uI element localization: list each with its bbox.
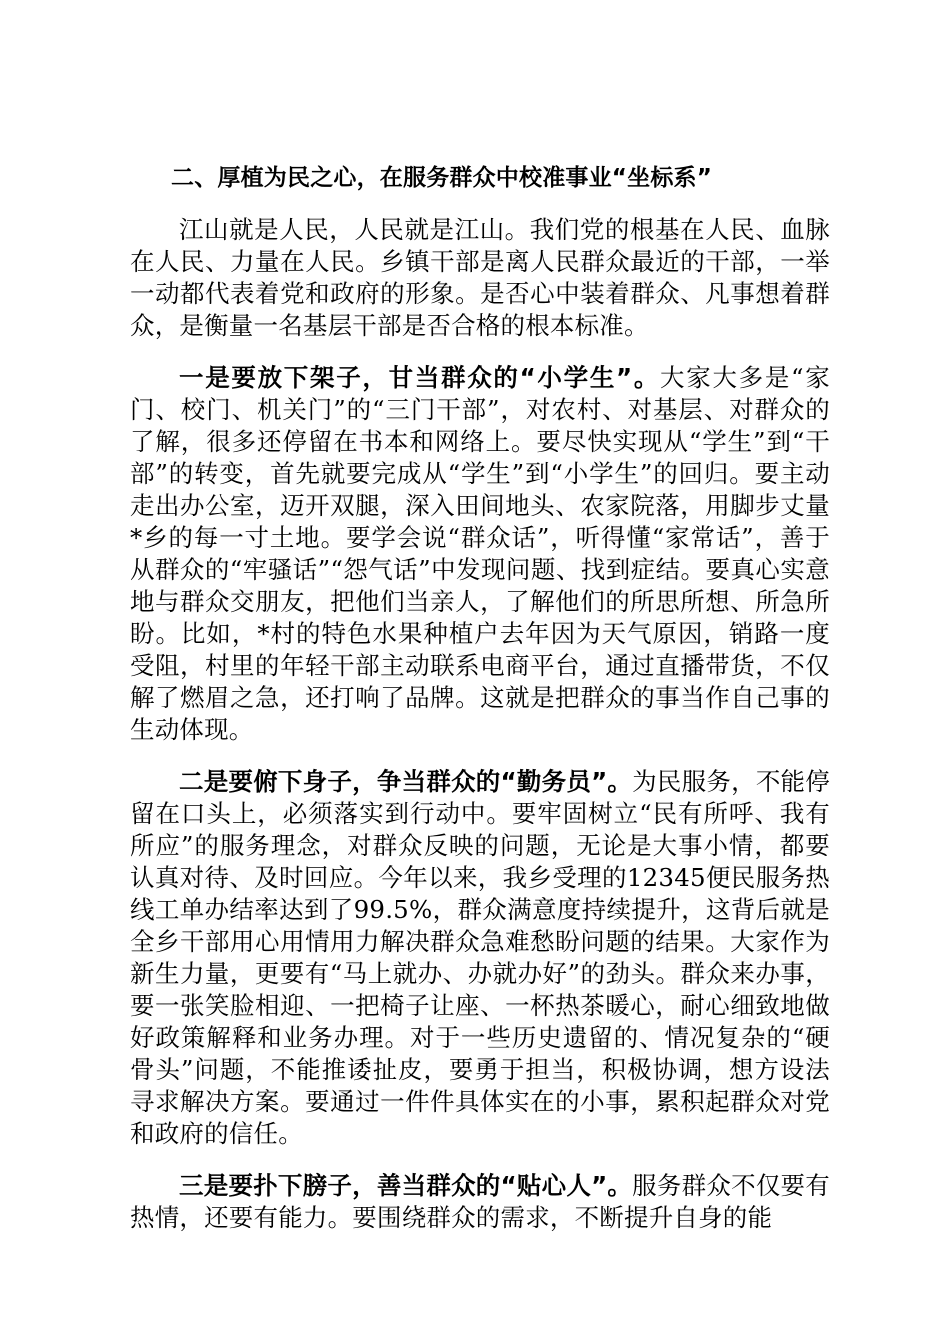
point-lead-1: 一是要放下架子，甘当群众的“小学生”。 bbox=[179, 363, 661, 392]
document-page bbox=[130, 162, 830, 1254]
point-paragraph-1 bbox=[130, 362, 830, 746]
intro-paragraph: 江山就是人民，人民就是江山。我们党的根基在人民、血脉在人民、力量在人民。乡镇干部是离人民群众最近的干部，一举一动都代表着党和政府的形象。是否心中装着群众、凡事想着群众，是衡量一名基层干部是否合格的根本标准。 bbox=[130, 215, 830, 340]
point-body-3: 服务群众不仅要有热情，还要有能力。要围绕群众的需求，不断提升自身的能 bbox=[130, 1171, 830, 1232]
point-lead-3: 三是要扑下膀子，善当群众的“贴心人”。 bbox=[179, 1171, 633, 1200]
point-lead-2: 二是要俯下身子，争当群众的“勤务员”。 bbox=[179, 767, 633, 796]
point-paragraph-3 bbox=[130, 1170, 830, 1234]
point-paragraph-2 bbox=[130, 766, 830, 1150]
point-body-1: 大家大多是“家门、校门、机关门”的“三门干部”，对农村、对基层、对群众的了解，很多还停留在书本和网络上。要尽快实现从“学生”到“干部”的转变，首先就要完成从“学生”到“小学生”的回归。要主动走出办公室，迈开双腿，深入田间地头、农家院落，用脚步丈量*乡的每一寸土地。要学会说“群众话”，听得懂“家常话”，善于从群众的“牢骚话”“怨气话”中发现问题、找到症结。要真心实意地与群众交朋友，把他们当亲人，了解他们的所思所想、所急所盼。比如，*村的特色水果种植户去年因为天气原因，销路一度受阻，村里的年轻干部主动联系电商平台，通过直播带货，不仅解了燃眉之急，还打响了品牌。这就是把群众的事当作自己事的生动体现。 bbox=[130, 363, 830, 744]
section-heading: 二、厚植为民之心，在服务群众中校准事业“坐标系” bbox=[171, 165, 713, 191]
point-body-2: 为民服务，不能停留在口头上，必须落实到行动中。要牢固树立“民有所呼、我有所应”的服务理念，对群众反映的问题，无论是大事小情，都要认真对待、及时回应。今年以来，我乡受理的12345便民服务热线工单办结率达到了99.5%，群众满意度持续提升，这背后就是全乡干部用心用情用力解决群众急难愁盼问题的结果。大家作为新生力量，更要有“马上就办、办就办好”的劲头。群众来办事，要一张笑脸相迎、一把椅子让座、一杯热茶暖心，耐心细致地做好政策解释和业务办理。对于一些历史遗留的、情况复杂的“硬骨头”问题，不能推诿扯皮，要勇于担当，积极协调，想方设法寻求解决方案。要通过一件件具体实在的小事，累积起群众对党和政府的信任。 bbox=[130, 767, 830, 1148]
